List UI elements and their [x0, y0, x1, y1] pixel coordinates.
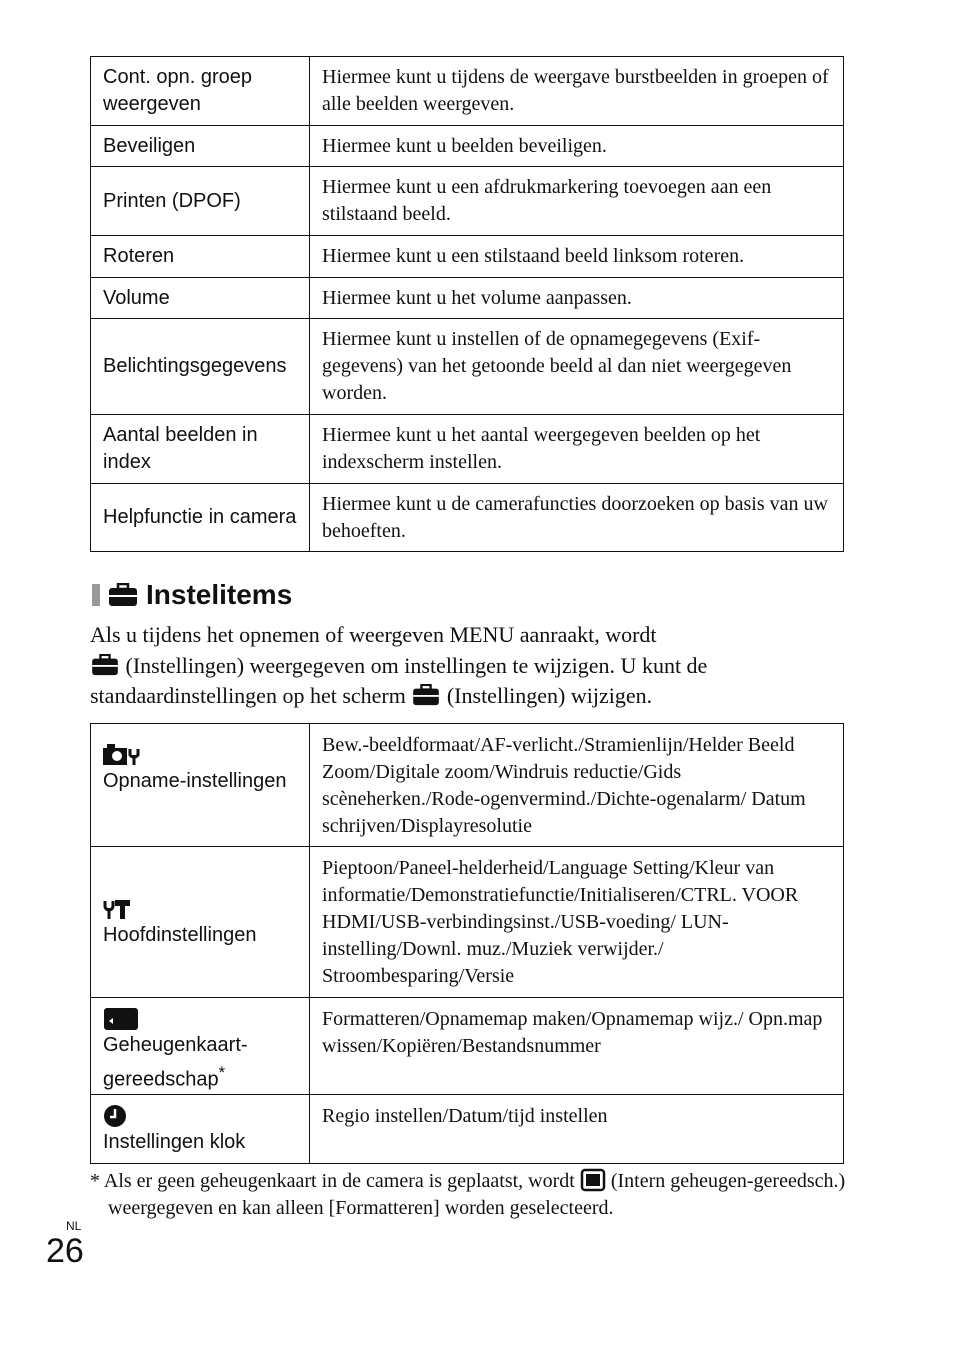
- item-description: Hiermee kunt u beelden beveiligen.: [310, 126, 844, 167]
- intro-text-1: Als u tijdens het opnemen of weergeven MENU aanraakt, wordt: [90, 622, 657, 647]
- item-name: Instellingen klok: [103, 1130, 246, 1153]
- footnote-text-2: (Intern geheugen-gereedsch.) weergegeven en kan alleen [Formatteren] worden geselecteerd.: [108, 1170, 846, 1219]
- item-description: Hiermee kunt u tijdens de weergave burstbeelden in groepen of alle beelden weergeven.: [310, 57, 844, 126]
- table-row: [91, 847, 844, 998]
- table-row: [91, 998, 844, 1095]
- item-name: Aantal beelden in index: [91, 415, 310, 484]
- item-name: Volume: [91, 278, 310, 319]
- intro-paragraph: [90, 620, 850, 712]
- item-description: Hiermee kunt u een stilstaand beeld linksom roteren.: [310, 236, 844, 278]
- item-description: Hiermee kunt u instellen of de opnamegegevens (Exif-gegevens) van het getoonde beeld al dan niet weergegeven worden.: [310, 319, 844, 415]
- toolbox-icon: [411, 684, 441, 706]
- item-description: Formatteren/Opnamemap maken/Opnamemap wijz./ Opn.map wissen/Kopiëren/Bestandsnummer: [310, 998, 844, 1095]
- footnote-text-1: * Als er geen geheugenkaart in de camera is geplaatst, wordt: [90, 1170, 575, 1192]
- item-description: Pieptoon/Paneel-helderheid/Language Setting/Kleur van informatie/Demonstratiefunctie/Initialiseren/CTRL. VOOR HDMI/USB-verbindingsinst./USB-voeding/ LUN-instelling/Downl. muz./Muziek verwijder./ Stroombesparing/Versie: [310, 847, 844, 998]
- item-description: Hiermee kunt u het aantal weergegeven beelden op het indexscherm instellen.: [310, 415, 844, 484]
- language-label: NL: [66, 1219, 82, 1233]
- item-name: Geheugenkaart-gereedschap: [103, 1034, 248, 1091]
- memory-card-icon: [103, 1006, 139, 1032]
- camera-settings-icon: [103, 742, 141, 768]
- table-row: [91, 319, 844, 415]
- heading-bar: [92, 584, 100, 606]
- table-row: [91, 415, 844, 484]
- item-name: Opname-instellingen: [103, 770, 287, 792]
- item-name: Belichtingsgegevens: [91, 319, 310, 415]
- table-row: [91, 236, 844, 278]
- clock-icon: [103, 1103, 129, 1129]
- toolbox-icon: [108, 583, 138, 607]
- item-name: Cont. opn. groep weergeven: [91, 57, 310, 126]
- toolbox-icon: [90, 654, 120, 676]
- table-row: [91, 126, 844, 167]
- item-description: Hiermee kunt u de camerafuncties doorzoeken op basis van uw behoeften.: [310, 484, 844, 552]
- item-description: Hiermee kunt u een afdrukmarkering toevoegen aan een stilstaand beeld.: [310, 167, 844, 236]
- footnote-marker: *: [218, 1063, 226, 1082]
- table-row: [91, 484, 844, 552]
- item-name-cell: [91, 847, 310, 998]
- item-name: Printen (DPOF): [91, 167, 310, 236]
- playback-menu-table: [90, 56, 844, 552]
- item-name: Hoofdinstellingen: [103, 923, 257, 946]
- settings-table: [90, 723, 844, 1164]
- item-name: Beveiligen: [91, 126, 310, 167]
- item-name: Helpfunctie in camera: [91, 484, 310, 552]
- tools-icon: [103, 896, 131, 922]
- item-name-cell: [91, 998, 310, 1095]
- intro-text-3: (Instellingen) wijzigen.: [446, 683, 653, 708]
- item-name-cell: [91, 1094, 310, 1163]
- table-row: [91, 57, 844, 126]
- intro-text-2: (Instellingen) weergegeven om instellingen te wijzigen. U kunt de standaardinstellingen op het scherm: [90, 652, 708, 708]
- table-row: [91, 278, 844, 319]
- page-number: 26: [46, 1232, 84, 1270]
- section-heading: [92, 579, 292, 611]
- table-row: [91, 724, 844, 847]
- footnote: [90, 1168, 868, 1222]
- item-description: Hiermee kunt u het volume aanpassen.: [310, 278, 844, 319]
- item-description: Regio instellen/Datum/tijd instellen: [310, 1094, 844, 1163]
- item-name-cell: [91, 724, 310, 847]
- item-name: Roteren: [91, 236, 310, 278]
- table-row: [91, 167, 844, 236]
- internal-memory-icon: [580, 1168, 606, 1192]
- item-description: Bew.-beeldformaat/AF-verlicht./Stramienlijn/Helder Beeld Zoom/Digitale zoom/Windruis reductie/Gids scèneherken./Rode-ogenvermind./Dichte-ogenalarm/ Datum schrijven/Displayresolutie: [310, 724, 844, 847]
- table-row: [91, 1094, 844, 1163]
- heading-text: Instelitems: [146, 579, 293, 610]
